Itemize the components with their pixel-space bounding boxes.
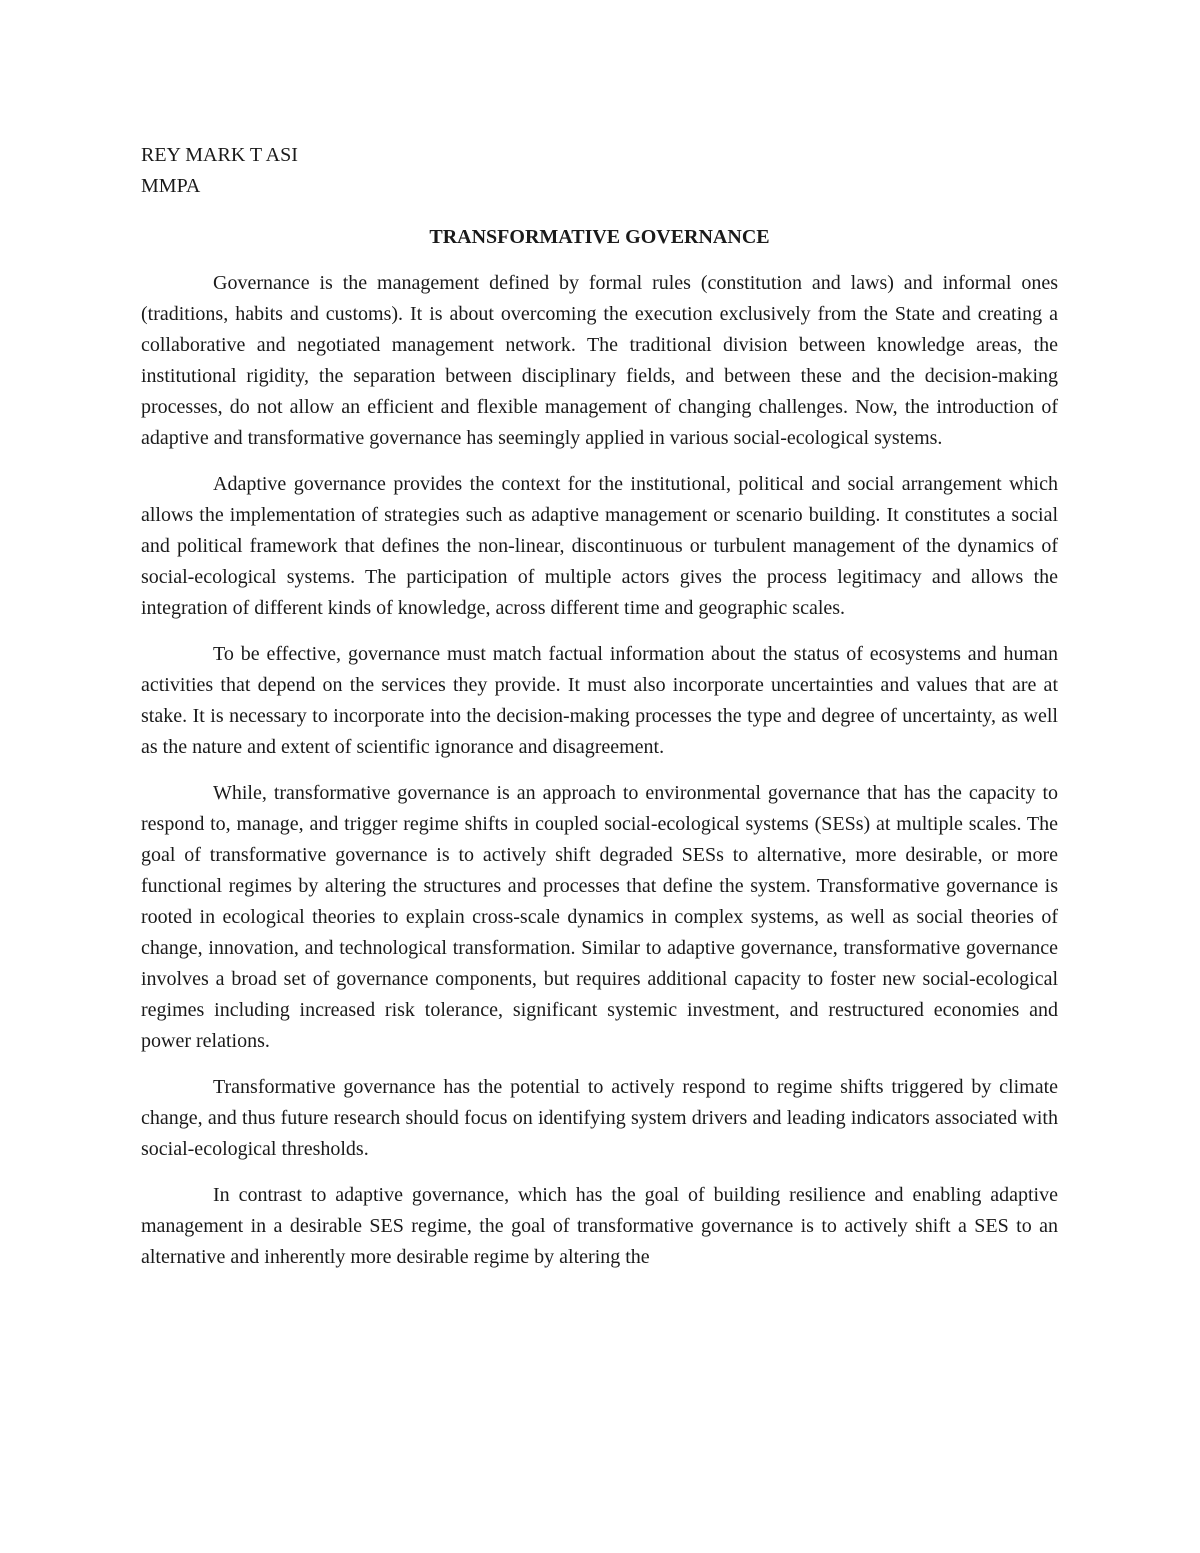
author-name: REY MARK T ASI bbox=[141, 144, 298, 166]
program-name: MMPA bbox=[141, 175, 201, 197]
paragraph-contrast: In contrast to adaptive governance, which has the goal of building resilience and enabling adaptive management in a desirable SES regime, the goal of transformative governance is to actively shift a SES to an alternative and inherently more desirable regime by altering the bbox=[141, 1184, 1058, 1268]
document-title: TRANSFORMATIVE GOVERNANCE bbox=[429, 226, 770, 248]
page-content bbox=[141, 140, 1058, 1288]
paragraph-governance-definition: Governance is the management defined by formal rules (constitution and laws) and informal ones (traditions, habits and customs). It is about overcoming the execution exclusively from the State and creating a collaborative and negotiated management network. The traditional division between knowledge areas, the institutional rigidity, the separation between disciplinary fields, and between these and the decision-making processes, do not allow an efficient and flexible management of changing challenges. Now, the introduction of adaptive and transformative governance has seemingly applied in various social-ecological systems. bbox=[141, 272, 1058, 449]
paragraph-transformative-governance: While, transformative governance is an approach to environmental governance that has the capacity to respond to, manage, and trigger regime shifts in coupled social-ecological systems (SESs) at multiple scales. The goal of transformative governance is to actively shift degraded SESs to alternative, more desirable, or more functional regimes by altering the structures and processes that define the system. Transformative governance is rooted in ecological theories to explain cross-scale dynamics in complex systems, as well as social theories of change, innovation, and technological transformation. Similar to adaptive governance, transformative governance involves a broad set of governance components, but requires additional capacity to foster new social-ecological regimes including increased risk tolerance, significant systemic investment, and restructured economies and power relations. bbox=[141, 782, 1058, 1052]
paragraph-effective-governance: To be effective, governance must match factual information about the status of ecosystems and human activities that depend on the services they provide. It must also incorporate uncertainties and values that are at stake. It is necessary to incorporate into the decision-making processes the type and degree of uncertainty, as well as the nature and extent of scientific ignorance and disagreement. bbox=[141, 643, 1058, 758]
paragraph-adaptive-governance: Adaptive governance provides the context for the institutional, political and social arrangement which allows the implementation of strategies such as adaptive management or scenario building. It constitutes a social and political framework that defines the non-linear, discontinuous or turbulent management of the dynamics of social-ecological systems. The participation of multiple actors gives the process legitimacy and allows the integration of different kinds of knowledge, across different time and geographic scales. bbox=[141, 473, 1058, 619]
paragraph-climate-change: Transformative governance has the potential to actively respond to regime shifts triggered by climate change, and thus future research should focus on identifying system drivers and leading indicators associated with social-ecological thresholds. bbox=[141, 1076, 1058, 1160]
